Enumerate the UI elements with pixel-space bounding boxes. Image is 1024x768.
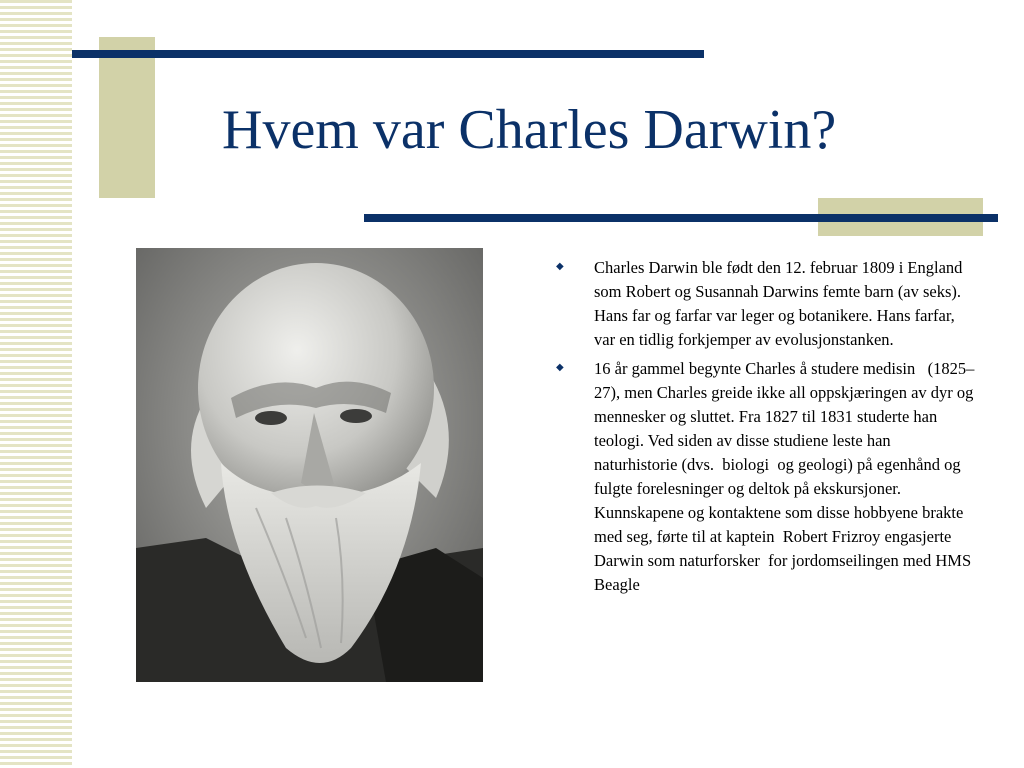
title-rule-top <box>72 50 704 58</box>
decorative-stripes <box>0 0 72 768</box>
title-rule-bottom <box>364 214 998 222</box>
accent-block-top <box>99 37 155 198</box>
diamond-bullet-icon: ◆ <box>556 362 564 373</box>
slide-title: Hvem var Charles Darwin? <box>222 99 837 161</box>
portrait-image <box>136 248 483 682</box>
bullet-text: 16 år gammel begynte Charles å studere medisin (1825–27), men Charles greide ikke all oppskjæringen av dyr og mennesker og sluttet. Fra 1827 til 1831 studerte han teologi. Ved siden av disse studiene leste han naturhistorie (dvs. biologi og geologi) på egenhånd og fulgte forelesninger og deltok på ekskursjoner. Kunnskapene og kontaktene som disse hobbyene brakte med seg, førte til at kaptein Robert Frizroy engasjerte Darwin som naturforsker for jordomseilingen med HMS Beagle <box>594 359 978 594</box>
bullet-text: Charles Darwin ble født den 12. februar 1809 i England som Robert og Susannah Darwins femte barn (av seks). Hans far og farfar var leger og botanikere. Hans farfar, var en tidlig forkjemper av evolusjonstanken. <box>594 258 968 349</box>
diamond-bullet-icon: ◆ <box>556 261 564 272</box>
bullet-item <box>556 256 976 352</box>
bullet-list <box>556 256 976 602</box>
portrait-photo-icon <box>136 248 483 682</box>
bullet-item <box>556 357 976 597</box>
